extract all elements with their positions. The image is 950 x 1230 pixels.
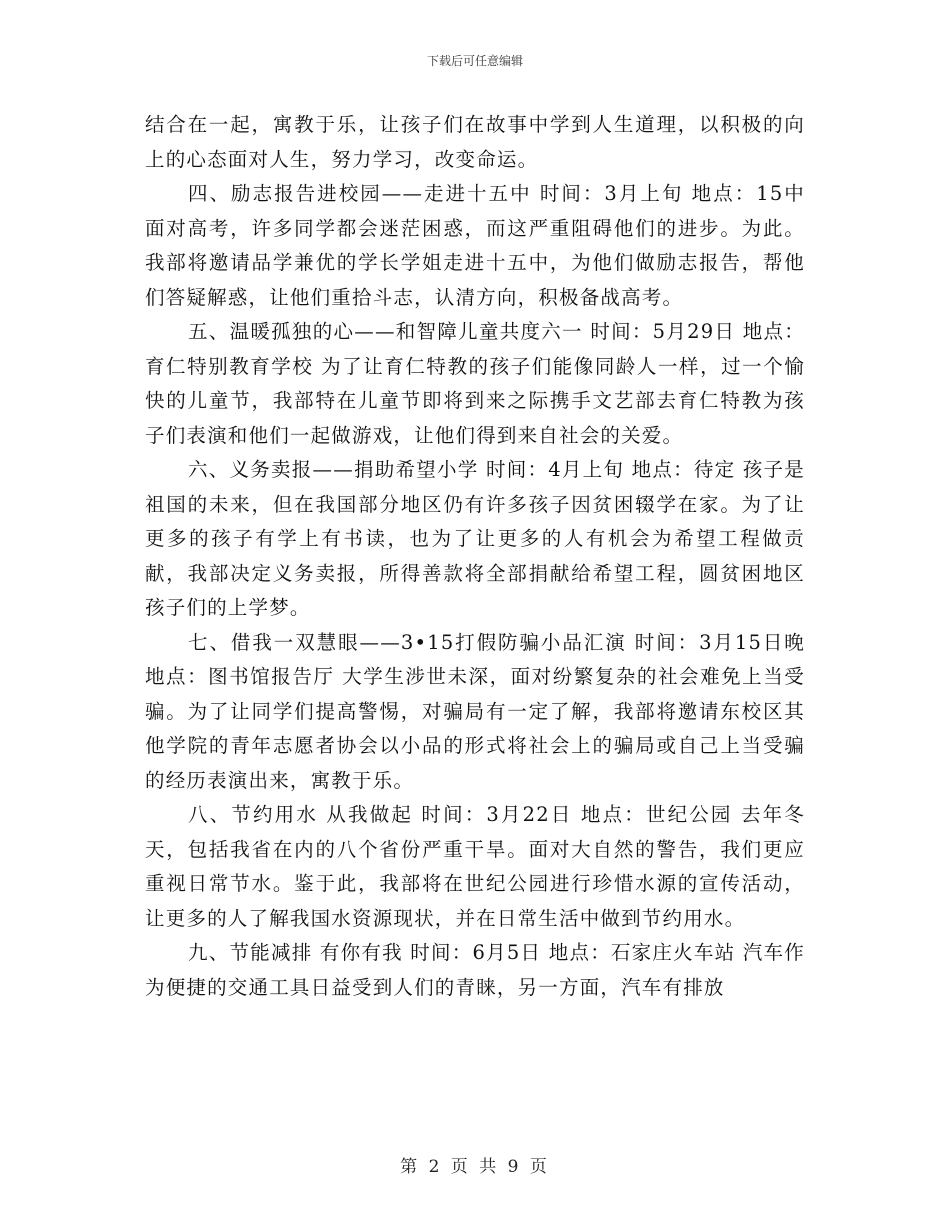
- paragraph-item-4: 四、励志报告进校园——走进十五中 时间：3月上旬 地点：15中 面对高考，许多同学都会迷茫困惑，而这严重阻碍他们的进步。为此。我部将邀请品学兼优的学长学姐走进十五中，为他们做励志报告，帮他们答疑解惑，让他们重拾斗志，认清方向，积极备战高考。: [145, 182, 805, 309]
- paragraph-item-7: 七、借我一双慧眼——3•15打假防骗小品汇演 时间：3月15日晚 地点：图书馆报告厅 大学生涉世未深，面对纷繁复杂的社会难免上当受骗。为了让同学们提高警惕，对骗局有一定了解，我部将邀请东校区其他学院的青年志愿者协会以小品的形式将社会上的骗局或自己上当受骗的经历表演出来，寓教于乐。: [145, 630, 805, 792]
- page-header: 下载后可任意编辑: [426, 54, 523, 68]
- paragraph-item-8: 八、节约用水 从我做起 时间：3月22日 地点：世纪公园 去年冬天，包括我省在内的八个省份严重干旱。面对大自然的警告，我们更应重视日常节水。鉴于此，我部将在世纪公园进行珍惜水源的宣传活动，让更多的人了解我国水资源现状，并在日常生活中做到节约用水。: [145, 803, 805, 930]
- paragraph-continuation: 结合在一起，寓教于乐，让孩子们在故事中学到人生道理，以积极的向上的心态面对人生，努力学习，改变命运。: [145, 113, 805, 171]
- paragraph-item-6: 六、义务卖报——捐助希望小学 时间：4月上旬 地点：待定 孩子是祖国的未来，但在我国部分地区仍有许多孩子因贫困辍学在家。为了让更多的孩子有学上有书读，也为了让更多的人有机会为希望工程做贡献，我部决定义务卖报，所得善款将全部捐献给希望工程，圆贫困地区孩子们的上学梦。: [145, 458, 805, 619]
- page-footer: 第 2 页 共 9 页: [400, 1157, 550, 1177]
- paragraph-item-9: 九、节能减排 有你有我 时间：6月5日 地点：石家庄火车站 汽车作为便捷的交通工具日益受到人们的青睐，另一方面，汽车有排放: [145, 941, 805, 999]
- document-body: [145, 108, 805, 1005]
- paragraph-item-5: 五、温暖孤独的心——和智障儿童共度六一 时间：5月29日 地点：育仁特别教育学校 为了让育仁特教的孩子们能像同龄人一样，过一个愉快的儿童节，我部特在儿童节即将到来之际携手文艺部去育仁特教为孩子们表演和他们一起做游戏，让他们得到来自社会的关爱。: [145, 320, 805, 447]
